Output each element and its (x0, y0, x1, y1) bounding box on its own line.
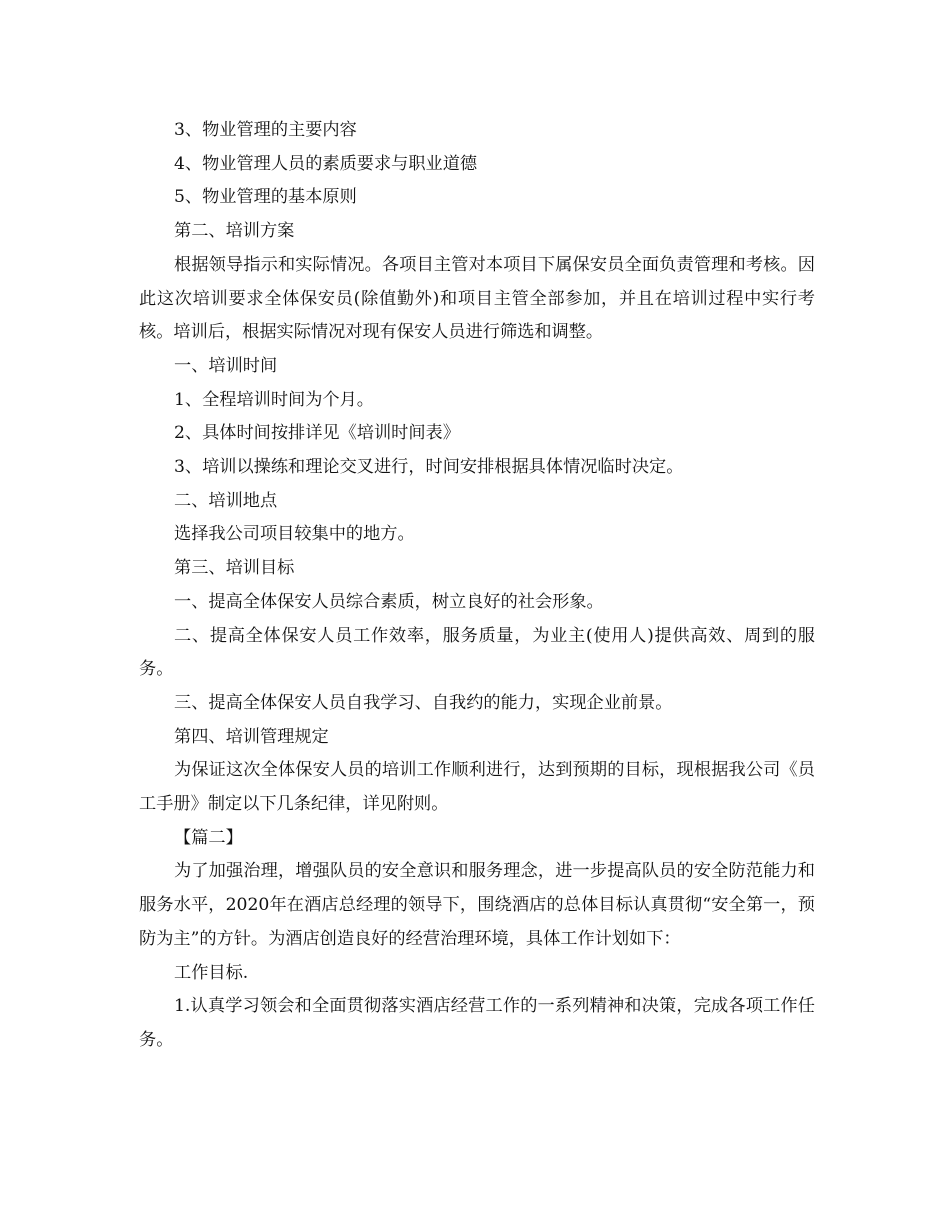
subheading-training-location: 二、培训地点 (174, 490, 278, 511)
list-item-4: 4、物业管理人员的素质要求与职业道德 (174, 153, 478, 174)
subheading-training-time: 一、培训时间 (174, 355, 278, 376)
section-heading-management-rules: 第四、培训管理规定 (174, 726, 329, 747)
work-goal-item-1: 1.认真学习领会和全面贯彻落实酒店经营工作的一系列精神和决策，完成各项工作任务。 (139, 996, 815, 1050)
subheading-work-goals: 工作目标. (174, 962, 249, 983)
part-heading-two: 【篇二】 (174, 827, 243, 848)
paragraph-training-location: 选择我公司项目较集中的地方。 (174, 524, 415, 545)
list-item-time-2: 2、具体时间按排详见《培训时间表》 (174, 423, 460, 444)
paragraph-management-rules: 为保证这次全体保安人员的培训工作顺利进行，达到预期的目标，现根据我公司《员工手册》制定以下几条纪律，详见附则。 (139, 760, 815, 815)
section-heading-training-goals: 第三、培训目标 (174, 558, 295, 579)
goal-item-2: 二、提高全体保安人员工作效率，服务质量，为业主(使用人)提供高效、周到的服务。 (139, 625, 815, 680)
paragraph-part-two-intro: 为了加强治理，增强队员的安全意识和服务理念，进一步提高队员的安全防范能力和服务水平，2020年在酒店总经理的领导下，围绕酒店的总体目标认真贯彻“安全第一，预防为主”的方针。为酒店创造良好的经营治理环境，具体工作计划如下： (139, 861, 815, 949)
goal-item-3: 三、提高全体保安人员自我学习、自我约的能力，实现企业前景。 (174, 692, 673, 713)
document-body (139, 114, 815, 1058)
list-item-time-3: 3、培训以操练和理论交叉进行，时间安排根据具体情况临时决定。 (174, 457, 684, 478)
list-item-3: 3、物业管理的主要内容 (174, 120, 357, 140)
section-heading-training-plan: 第二、培训方案 (174, 221, 295, 242)
goal-item-1: 一、提高全体保安人员综合素质，树立良好的社会形象。 (174, 591, 604, 612)
list-item-time-1: 1、全程培训时间为个月。 (174, 389, 374, 410)
paragraph-training-plan: 根据领导指示和实际情况。各项目主管对本项目下属保安员全面负责管理和考核。因此这次培训要求全体保安员(除值勤外)和项目主管全部参加，并且在培训过程中实行考核。培训后，根据实际情况对现有保安人员进行筛选和调整。 (139, 254, 815, 343)
list-item-5: 5、物业管理的基本原则 (174, 187, 357, 208)
